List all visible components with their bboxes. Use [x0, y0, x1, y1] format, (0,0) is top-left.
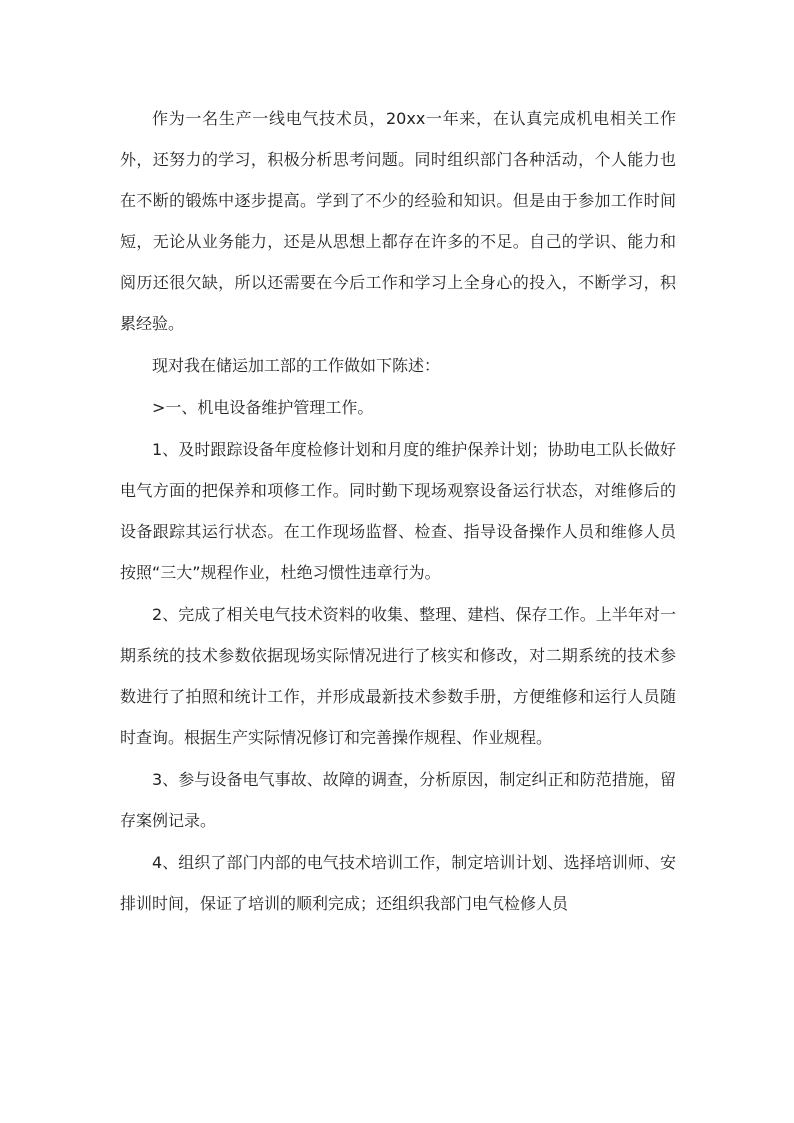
paragraph-item-2: 2、完成了相关电气技术资料的收集、整理、建档、保存工作。上半年对一期系统的技术参数依据现场实际情况进行了核实和修改，对二期系统的技术参数进行了拍照和统计工作，并形成最新技术参数手册，方便维修和运行人员随时查询。根据生产实际情况修订和完善操作规程、作业规程。	[120, 605, 676, 747]
document-body	[120, 98, 676, 925]
paragraph-statement: 现对我在储运加工部的工作做如下陈述：	[152, 356, 441, 375]
paragraph-item-4: 4、组织了部门内部的电气技术培训工作，制定培训计划、选择培训师、安排训时间，保证了培训的顺利完成；还组织我部门电气检修人员	[120, 853, 676, 913]
paragraph-item-1: 1、及时跟踪设备年度检修计划和月度的维护保养计划；协助电工队长做好电气方面的把保养和项修工作。同时勤下现场观察设备运行状态，对维修后的设备跟踪其运行状态。在工作现场监督、检查、指导设备操作人员和维修人员按照“三大”规程作业，杜绝习惯性违章行为。	[120, 440, 676, 582]
section-heading-1: >一、机电设备维护管理工作。	[152, 398, 374, 417]
paragraph-intro: 作为一名生产一线电气技术员，20xx一年来，在认真完成机电相关工作外，还努力的学习，积极分析思考问题。同时组织部门各种活动，个人能力也在不断的锻炼中逐步提高。学到了不少的经验和知识。但是由于参加工作时间短，无论从业务能力，还是从思想上都存在许多的不足。自己的学识、能力和阅历还很欠缺，所以还需要在今后工作和学习上全身心的投入，不断学习，积累经验。	[120, 109, 676, 333]
paragraph-item-3: 3、参与设备电气事故、故障的调查，分析原因，制定纠正和防范措施，留存案例记录。	[120, 770, 676, 830]
